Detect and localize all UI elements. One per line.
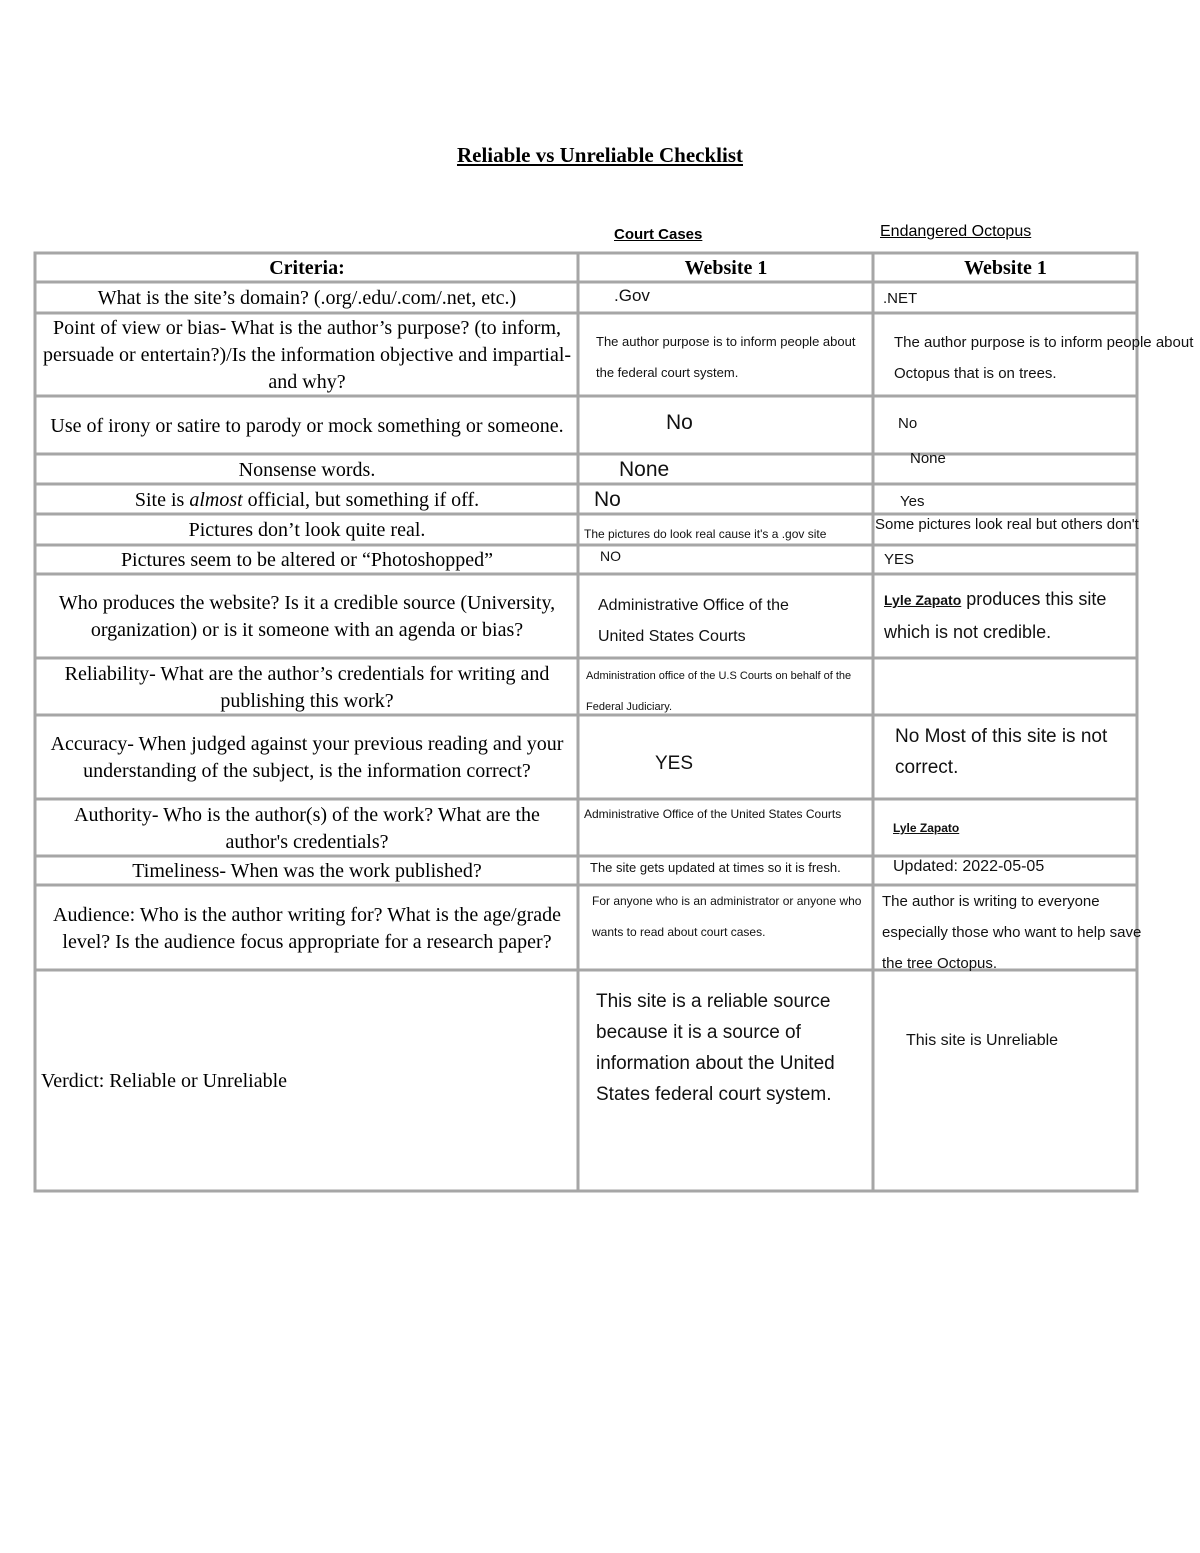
criteria-accuracy: Accuracy- When judged against your previous reading and your understanding of the subject, is the information correct? bbox=[50, 733, 564, 782]
site2-accuracy: No Most of this site is not correct. bbox=[895, 726, 1108, 778]
site2-producer bbox=[884, 583, 1146, 648]
criteria-authority: Authority- Who is the author(s) of the work? What are the author's credentials? bbox=[74, 803, 540, 853]
site2-domain: .NET bbox=[883, 290, 918, 307]
site1-verdict: This site is a reliable source because it is a source of information about the United States federal court system. bbox=[596, 991, 835, 1105]
site1-photoshopped: NO bbox=[600, 548, 621, 564]
site1-authority: Administrative Office of the United States Courts bbox=[584, 807, 842, 821]
site1-point-of-view: The author purpose is to inform people about the federal court system. bbox=[596, 334, 856, 380]
author-name-link[interactable]: Lyle Zapato bbox=[884, 592, 962, 608]
criteria-domain: What is the site’s domain? (.org/.edu/.com/.net, etc.) bbox=[97, 287, 517, 309]
criteria-verdict: Verdict: Reliable or Unreliable bbox=[41, 1069, 288, 1092]
criteria-nonsense: Nonsense words. bbox=[238, 458, 376, 481]
criteria-producer: Who produces the website? Is it a credible source (University, organization) or is it someone with an agenda or bias? bbox=[58, 592, 556, 641]
criteria-almost-official bbox=[37, 486, 577, 514]
site2-timeliness: Updated: 2022-05-05 bbox=[893, 858, 1045, 875]
criteria-photoshopped: Pictures seem to be altered or “Photoshopped” bbox=[120, 549, 494, 571]
site2-pictures-real: Some pictures look real but others don't bbox=[875, 516, 1139, 533]
criteria-irony: Use of irony or satire to parody or mock something or someone. bbox=[50, 414, 564, 437]
site2-point-of-view: The author purpose is to inform people about Octopus that is on trees. bbox=[894, 334, 1194, 382]
header-website-2: Website 1 bbox=[964, 257, 1047, 279]
site1-almost-official: No bbox=[594, 488, 621, 511]
site1-nonsense: None bbox=[619, 458, 670, 481]
criteria-almost-official-post: official, but something if off. bbox=[247, 488, 480, 511]
site2-verdict: This site is Unreliable bbox=[906, 1032, 1059, 1049]
site1-timeliness: The site gets updated at times so it is fresh. bbox=[590, 860, 841, 875]
header-criteria: Criteria: bbox=[269, 257, 345, 279]
header-website-1: Website 1 bbox=[684, 257, 768, 279]
site2-audience: The author is writing to everyone especially those who want to help save the tree Octopus. bbox=[882, 893, 1142, 972]
criteria-timeliness: Timeliness- When was the work published? bbox=[132, 860, 482, 882]
site2-producer-text: produces this site which is not credible. bbox=[884, 589, 1107, 642]
site1-audience: For anyone who is an administrator or anyone who wants to read about court cases. bbox=[592, 894, 862, 939]
criteria-audience: Audience: Who is the author writing for? What is the age/grade level? Is the audience focus appropriate for a research paper? bbox=[53, 903, 561, 953]
site1-pictures-real: The pictures do look real cause it's a .gov site bbox=[584, 527, 827, 541]
site2-authority-link[interactable]: Lyle Zapato bbox=[893, 821, 960, 835]
site2-photoshopped: YES bbox=[884, 551, 915, 568]
site2-nonsense: None bbox=[910, 450, 946, 467]
site1-label: Court Cases bbox=[614, 226, 703, 243]
criteria-reliability: Reliability- What are the author’s credentials for writing and publishing this work? bbox=[64, 662, 550, 712]
site1-reliability: Administration office of the U.S Courts on behalf of the Federal Judiciary. bbox=[586, 670, 852, 713]
site2-irony: No bbox=[898, 415, 918, 432]
site1-irony: No bbox=[666, 411, 693, 434]
criteria-point-of-view: Point of view or bias- What is the author’s purpose? (to inform, persuade or entertain?)/Is the information objective and impartial-and why? bbox=[42, 317, 572, 393]
site1-producer: Administrative Office of the United States Courts bbox=[598, 597, 789, 645]
page-title: Reliable vs Unreliable Checklist bbox=[456, 143, 744, 167]
site2-label: Endangered Octopus bbox=[880, 223, 1032, 240]
criteria-almost-official-pre: Site is bbox=[134, 488, 185, 511]
site1-domain: .Gov bbox=[614, 286, 650, 305]
site1-accuracy: YES bbox=[655, 753, 694, 774]
site2-almost-official: Yes bbox=[900, 493, 925, 510]
criteria-pictures-real: Pictures don’t look quite real. bbox=[188, 519, 426, 541]
criteria-almost-official-em: almost bbox=[189, 488, 243, 511]
